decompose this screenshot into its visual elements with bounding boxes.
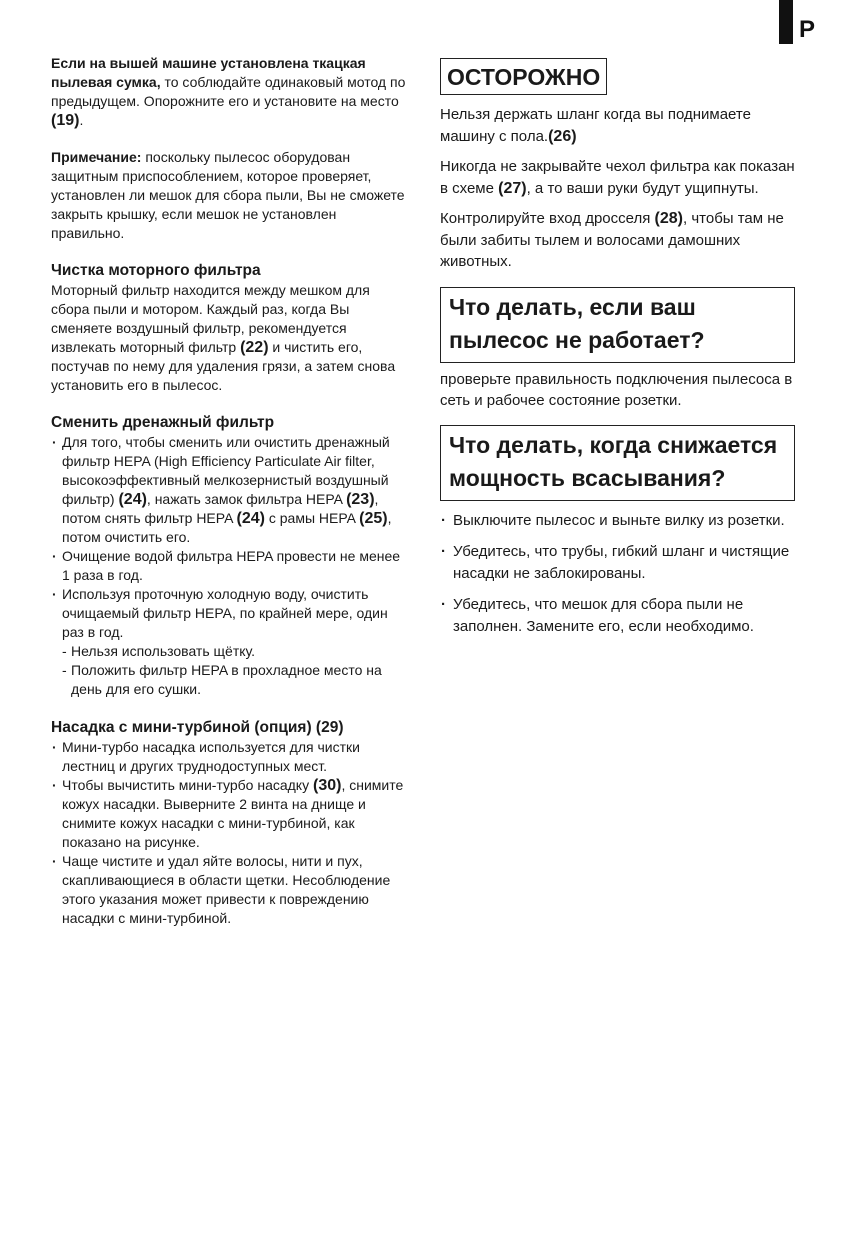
note-paragraph: Примечание: поскольку пылесос оборудован защитным приспособлением, которое проверяет, установлен ли мешок для сбора пыли, Вы не сможете закрыть крышку, если мешок не установлен правильно. [51, 149, 405, 241]
left-column [51, 54, 407, 928]
drain-filter-heading: Сменить дренажный фильтр [51, 414, 275, 431]
language-marker-bar [779, 0, 793, 44]
figure-ref: (22) [240, 339, 269, 356]
not-working-text: проверьте правильность подключения пылесоса в сеть и рабочее состояние розетки. [440, 370, 793, 409]
suction-list [440, 510, 795, 638]
right-column [440, 58, 795, 647]
caution-paragraph: Никогда не закрывайте чехол фильтра как показан в схеме (27), а то ваши руки будут ущипнуты. [440, 158, 795, 197]
list-item: · Чтобы вычистить мини-турбо насадку (30), снимите кожух насадки. Выверните 2 винта на днище и снимите кожух насадки с мини-турбиной, как показано на рисунке. [51, 776, 407, 852]
note-label: Примечание: [51, 149, 142, 165]
list-item: · Используя проточную холодную воду, очистить очищаемый фильтр HEPA, по крайней мере, один раз в год. - Нельзя использовать щётку. - Положить фильтр HEPA в прохладное место на день для его сушки. [51, 585, 407, 699]
list-item: · Мини-турбо насадка используется для чистки лестниц и других труднодоступных мест. [51, 738, 407, 776]
turbo-list [51, 738, 407, 928]
sub-list [62, 642, 407, 699]
list-item: · Убедитесь, что трубы, гибкий шланг и чистящие насадки не заблокированы. [440, 541, 795, 584]
turbo-heading: Насадка с мини-турбиной (опция) (29) [51, 719, 344, 736]
caution-title-box: ОСТОРОЖНО [440, 58, 607, 95]
not-working-title-box: Что делать, если ваш пылесос не работает? [440, 287, 795, 363]
list-item: · Для того, чтобы сменить или очистить дренажный фильтр HEPA (High Efficiency Particulate Air filter, высокоэффективный мелкозернистый воздушный фильтр) (24), нажать замок фильтра HEPA (23), потом снять фильтр HEPA (24) с рамы HEPA (25), потом очистить его. [51, 433, 407, 547]
caution-paragraph: Контролируйте вход дросселя (28), чтобы там не были забиты тылем и волосами дамошних животных. [440, 210, 784, 270]
list-item: · Очищение водой фильтра HEPA провести не менее 1 раза в год. [51, 547, 407, 585]
motor-filter-text: Моторный фильтр находится между мешком для сбора пыли и мотором. Каждый раз, когда Вы сменяете воздушный фильтр, рекомендуется извлекать моторный фильтр (22) и чистить его, постучав по нему для удаления грязи, а затем снова установить его в пылесос. [51, 282, 396, 393]
language-marker [779, 0, 815, 44]
sub-list-item: - Нельзя использовать щётку. [62, 642, 407, 661]
figure-ref: (19) [51, 112, 80, 129]
drain-filter-list [51, 433, 407, 699]
sub-list-item: - Положить фильтр HEPA в прохладное место на день для его сушки. [62, 661, 407, 699]
intro-paragraph: Если на вышей машине установлена ткацкая пылевая сумка, то соблюдайте одинаковый мотод по предыдущем. Опорожните его и установите на место (19). [51, 55, 406, 129]
suction-title-box: Что делать, когда снижается мощность всасывания? [440, 425, 795, 501]
caution-paragraph: Нельзя держать шланг когда вы поднимаете машину с пола.(26) [440, 106, 751, 145]
language-letter: P [799, 16, 816, 43]
motor-filter-heading: Чистка моторного фильтра [51, 262, 261, 279]
list-item: · Убедитесь, что мешок для сбора пыли не заполнен. Замените его, если необходимо. [440, 594, 795, 637]
list-item: · Чаще чистите и удал яйте волосы, нити и пух, скапливающиеся в области щетки. Несоблюдение этого указания может привести к повреждению насадки с мини-турбиной. [51, 852, 407, 928]
list-item: · Выключите пылесос и выньте вилку из розетки. [440, 510, 795, 532]
